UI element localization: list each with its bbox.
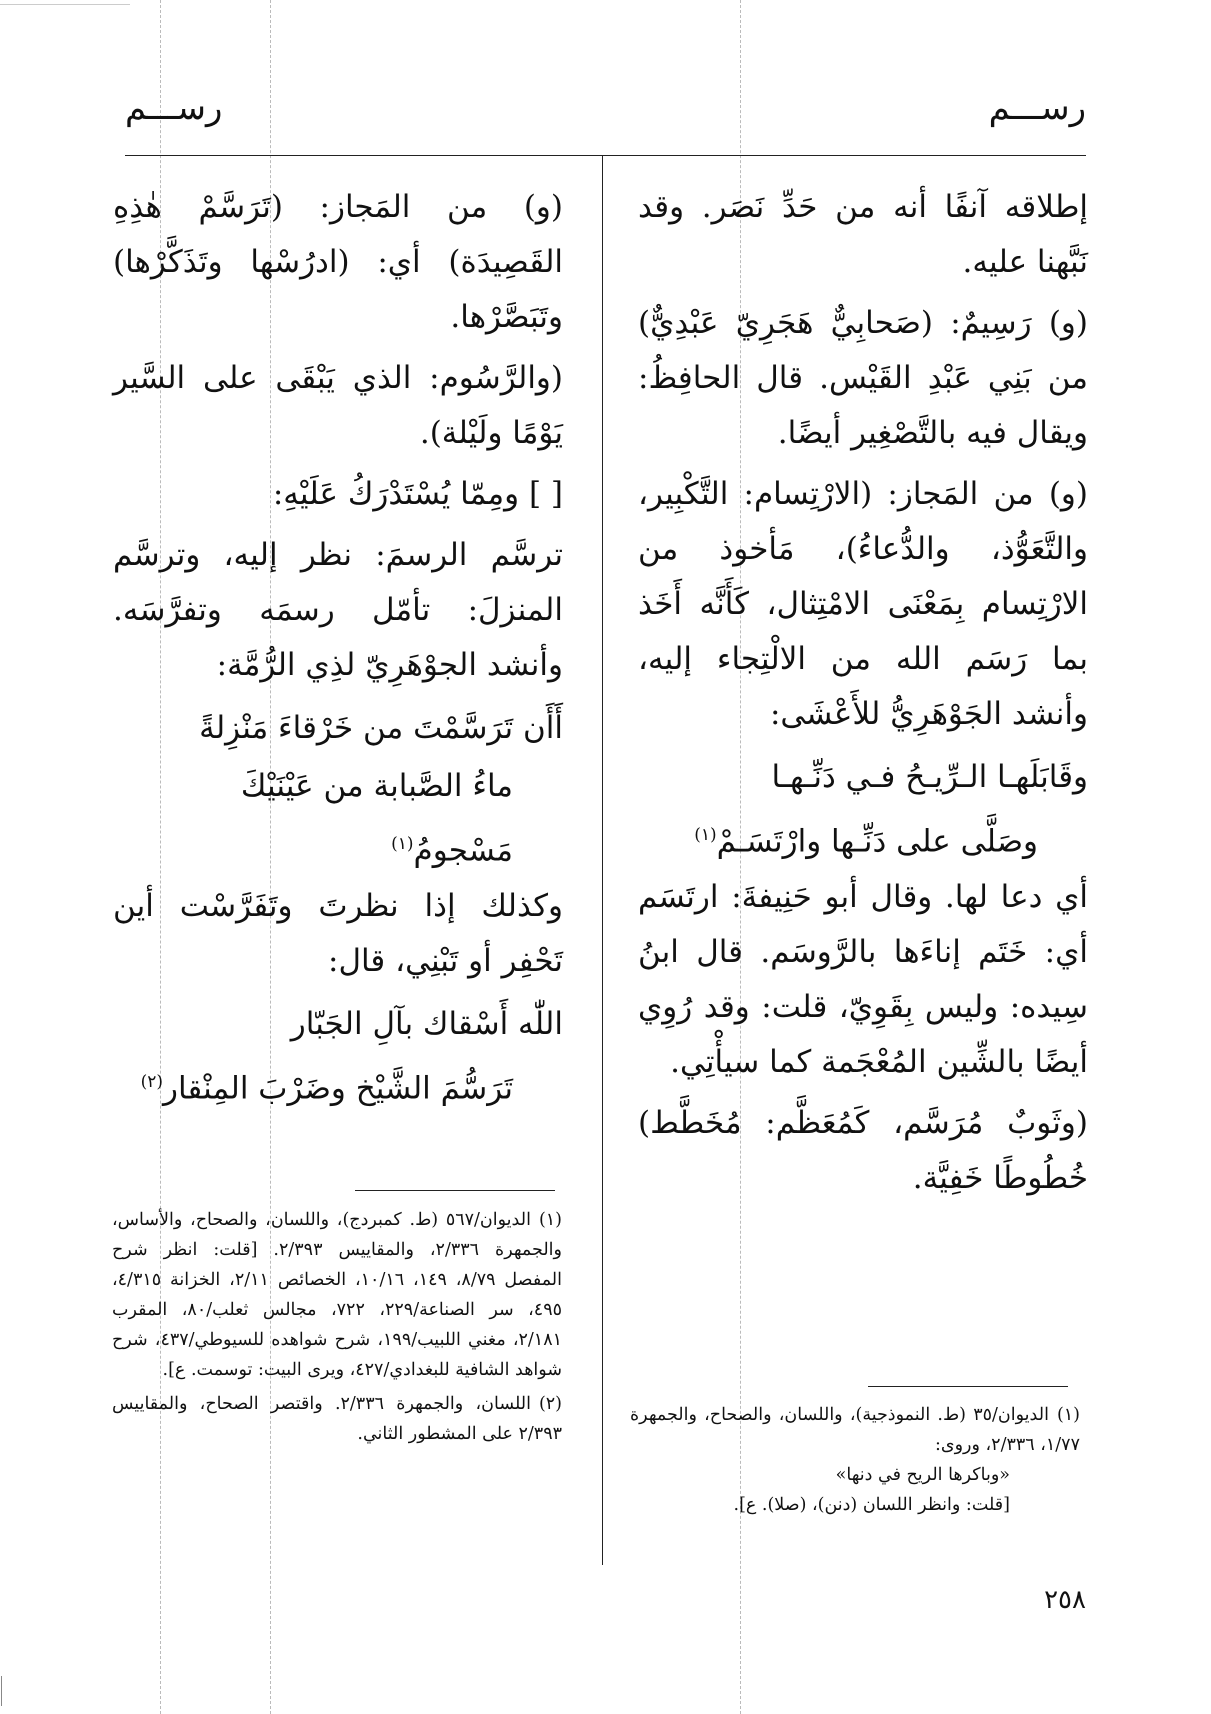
paragraph: (و) من المَجاز: (الارْتِسام: التَّكْبِير، والتَّعَوُّذ، والدُّعاءُ)، مَأخوذ من الارْتِسام بِمَعْنَى الامْتِثال، كَأَنَّه أَخَذ بما رَسَم الله من الالْتِجاء إليه، وأنشد الجَوْهَرِيُّ للأَعْشَى: <box>638 476 1088 732</box>
footnote <box>112 1205 562 1385</box>
verse-text: وصَلَّى على دَنِّـها وارْتَسَـمْ <box>716 823 1038 860</box>
paragraph: (والرَّسُوم: الذي يَبْقَى على السَّير يَوْمًا ولَيْلة). <box>113 360 563 451</box>
footnote-text: الديوان/٣٥ (ط. النموذجية)، واللسان، والصحاح، والجمهرة ١/٧٧، ٢/٣٣٦، وروى: <box>630 1405 1080 1455</box>
left-footnotes <box>112 1205 562 1453</box>
footnote-quote: «وباكرها الريح في دنها» <box>835 1465 1010 1485</box>
verse <box>113 995 563 1117</box>
footnote-number: (١) <box>538 1210 562 1230</box>
verse-second-hemistich <box>638 806 1088 870</box>
header-rule <box>125 155 1086 156</box>
left-column <box>113 180 563 1118</box>
verse-first-hemistich: وقَابَلَهـا الـرِّيـحُ فـي دَنِّـهـا <box>771 759 1088 795</box>
running-head-left: رســـم <box>125 88 223 128</box>
page-number: ٢٥٨ <box>1044 1585 1086 1615</box>
footnote-rule <box>868 1386 1068 1387</box>
footnote <box>112 1389 562 1449</box>
running-head-right: رســـم <box>988 88 1086 128</box>
footnote-ref: (١) <box>391 834 414 854</box>
page-header <box>125 88 1086 158</box>
verse-text: ماءُ الصَّبابة من عَيْنَيْكَ مَسْجومُ <box>240 768 513 869</box>
footnote-ref: (٢) <box>140 1072 163 1093</box>
footnote <box>630 1400 1080 1520</box>
footnote-rule <box>355 1190 555 1191</box>
verse <box>113 699 563 879</box>
paragraph: إطلاقه آنفًا أنه من حَدِّ نَصَر. وقد نَبَّهنا عليه. <box>638 189 1088 280</box>
footnote-text: اللسان، والجمهرة ٢/٣٣٦. واقتصر الصحاح، والمقاييس ٢/٣٩٣ على المشطور الثاني. <box>112 1394 562 1444</box>
paragraph: (و) رَسِيمٌ: (صَحابِيٌّ هَجَرِيّ عَبْدِيٌّ) من بَنِي عَبْدِ القَيْس. قال الحافِظُ: ويقال فيه بالتَّصْغِير أيضًا. <box>638 305 1088 451</box>
footnote-ref: (١) <box>694 825 717 845</box>
footnote-number: (١) <box>1056 1405 1080 1425</box>
verse-text: تَرَسُّمَ الشَّيْخ وضَرْبَ المِنْقار <box>163 1070 513 1107</box>
paragraph: [ ] ومِمّا يُسْتَدْرَكُ عَلَيْهِ: <box>272 476 563 512</box>
column-divider <box>602 155 603 1565</box>
paragraph: أي دعا لها. وقال أبو حَنِيفةَ: ارتَسَم أي: خَتَم إناءَها بالرَّوسَم. قال ابنُ سِيده: وليس بِقَوِيّ، قلت: وقد رُوِي أيضًا بالشِّين المُعْجَمة كما سيأْتِي. <box>638 879 1088 1081</box>
paragraph: (وثَوبٌ مُرَسَّم، كَمُعَظَّم: مُخَطَّط) خُطُوطًا خَفِيَّة. <box>638 1105 1088 1197</box>
verse-first-hemistich: أَأَن تَرَسَّمْتَ من خَرْقاءَ مَنْزِلةً <box>199 710 563 746</box>
footnote-tail: [قلت: وانظر اللسان (دنن)، (صلا). ع]. <box>733 1495 1010 1515</box>
paragraph: ترسَّم الرسمَ: نظر إليه، وترسَّم المنزلَ: تأمّل رسمَه وتفرَّسَه. وأنشد الجوْهَرِيّ لذِي الرُّمَّة: <box>113 537 563 683</box>
verse-second-hemistich <box>113 757 563 879</box>
right-footnotes <box>630 1400 1080 1524</box>
verse-first-hemistich: اللّٰه أَسْقاك بآلِ الجَبّار <box>290 1006 563 1043</box>
footnote-text: الديوان/٥٦٧ (ط. كمبردج)، واللسان، والصحاح، والأساس، والجمهرة ٢/٣٣٦، والمقاييس ٢/٣٩٣. [قلت: انظر شرح المفصل ٨/٧٩، ١٤٩، ١٠/١٦، الخصائص ٢/١١، الخزانة ٤/٣١٥، ٤٩٥، سر الصناعة/٢٢٩، ٧٢٢، مجالس ثعلب/٨٠، المقرب ٢/١٨١، مغني اللبيب/١٩٩، شرح شواهده للسيوطي/٤٣٧، شرح شواهد الشافية للبغدادي/٤٢٧، ويرى البيت: توسمت. ع]. <box>112 1210 563 1380</box>
verse-second-hemistich <box>113 1053 563 1117</box>
edge-scan-mark <box>1 1676 2 1706</box>
verse <box>638 748 1088 870</box>
corner-scan-mark <box>0 4 130 5</box>
right-column <box>638 180 1088 1212</box>
paragraph: وكذلك إذا نظرتَ وتَفَرَّسْت أين تَحْفِر أو تَبْنِي، قال: <box>113 888 563 980</box>
footnote-number: (٢) <box>538 1394 562 1414</box>
paragraph: (و) من المَجاز: (تَرَسَّمْ هٰذِهِ القَصِيدَة) أي: (ادرُسْها وتَذَكَّرْها) وتَبَصَّرْها. <box>113 189 563 335</box>
